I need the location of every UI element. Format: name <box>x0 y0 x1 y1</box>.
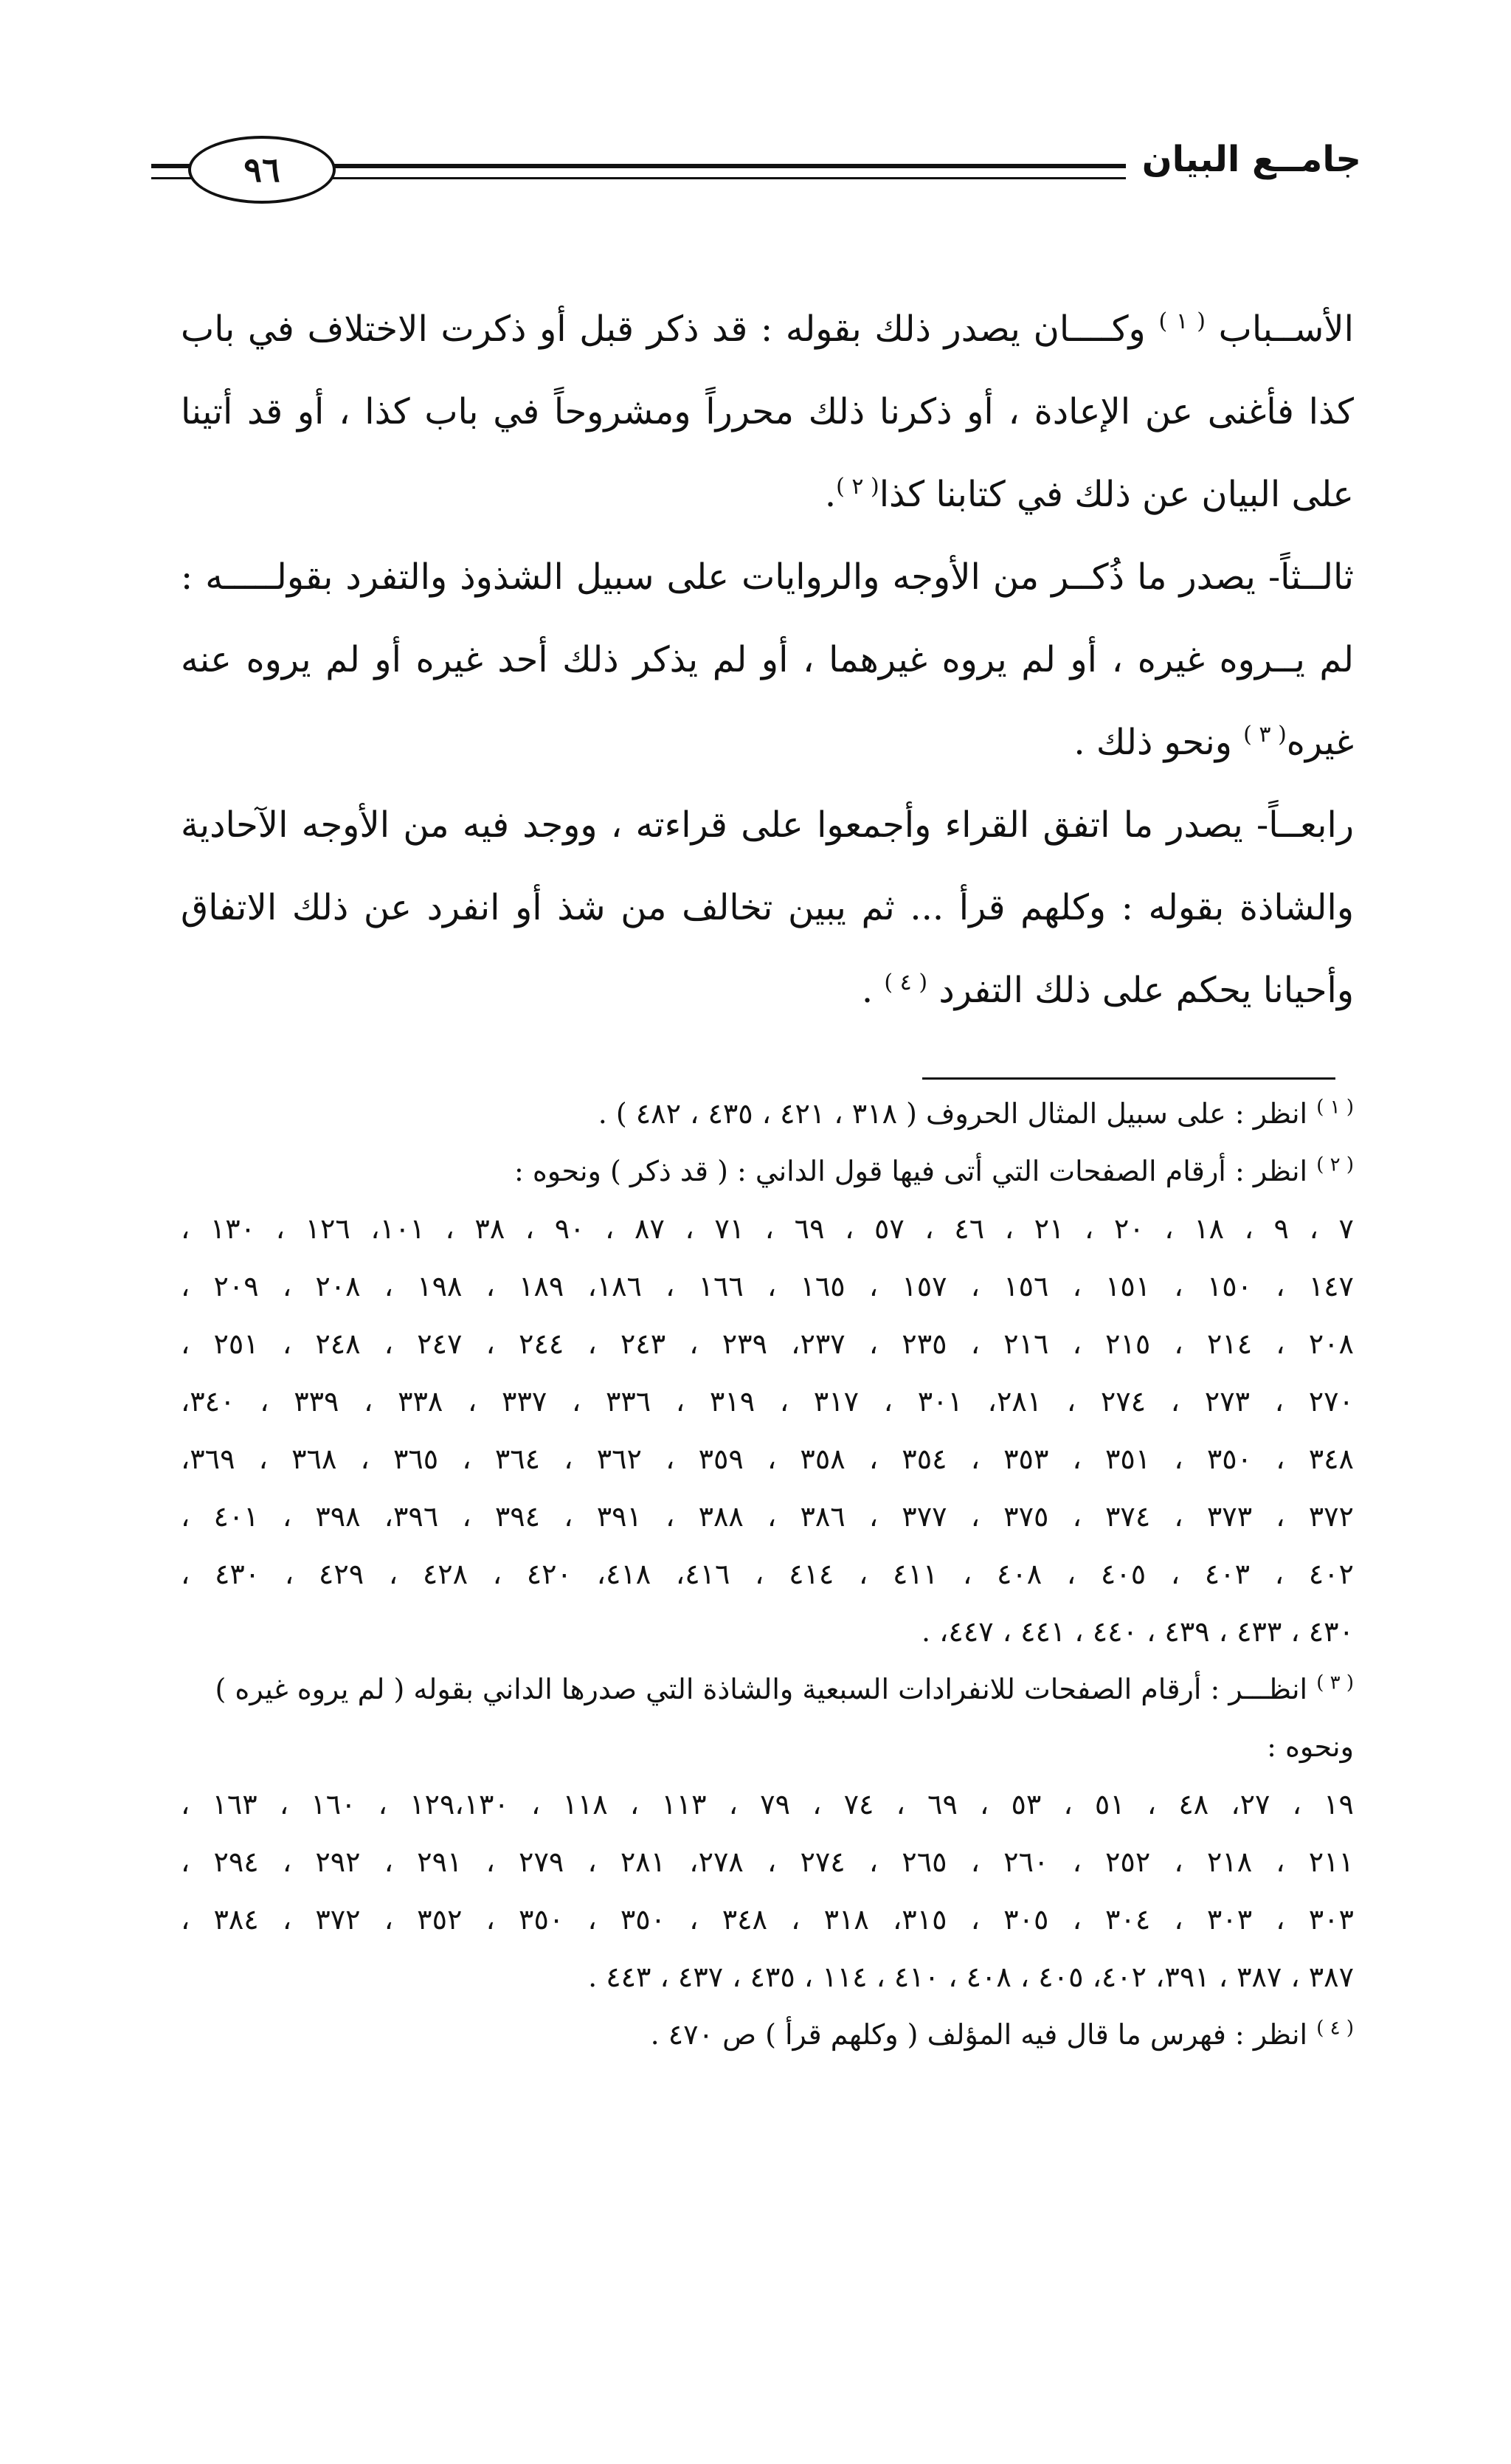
footnote-ref-1: ( ١ ) <box>1158 308 1206 334</box>
footnote-2-numbers <box>181 1200 1354 1660</box>
footnote-text: انظـــر : أرقام الصفحات للانفرادات السبعية والشاذة التي صدرها الداني بقوله ( لم يروه غيره ) <box>215 1673 1308 1705</box>
page-number: ٩٦ <box>188 136 336 204</box>
footnotes <box>181 1085 1354 2063</box>
number-line: ٣٤٨ ، ٣٥٠ ، ٣٥١ ، ٣٥٣ ، ٣٥٤ ، ٣٥٨ ، ٣٥٩ ، ٣٦٢ ، ٣٦٤ ، ٣٦٥ ، ٣٦٨ ، ٣٦٩، <box>181 1443 1354 1475</box>
footnote-3-continuation: ونحوه : <box>1267 1730 1354 1763</box>
footnote-text: انظر : فهرس ما قال فيه المؤلف ( وكلهم قرأ ) ص ٤٧٠ . <box>650 2018 1308 2051</box>
number-line: ٢٠٨ ، ٢١٤ ، ٢١٥ ، ٢١٦ ، ٢٣٥ ، ٢٣٧، ٢٣٩ ، ٢٤٣ ، ٢٤٤ ، ٢٤٧ ، ٢٤٨ ، ٢٥١ ، <box>181 1328 1354 1360</box>
footnote-text: انظر : على سبيل المثال الحروف ( ٣١٨ ، ٤٢١ ، ٤٣٥ ، ٤٨٢ ) . <box>598 1097 1308 1130</box>
paragraph-body: رابعــاً- يصدر ما اتفق القراء وأجمعوا على قراءته ، ووجد فيه من الأوجه الآحادية والشاذة بقوله : وكلهم قرأ ... ثم يبين تخالف من شذ أو انفرد عن ذلك الاتفاق وأحيانا يحكم على ذلك التفرد <box>181 804 1354 1011</box>
page-header <box>151 125 1361 214</box>
footnote-ref-4: ( ٤ ) <box>884 970 928 995</box>
footnote-separator <box>922 1077 1335 1080</box>
number-line: ٢١١ ، ٢١٨ ، ٢٥٢ ، ٢٦٠ ، ٢٦٥ ، ٢٧٤ ، ٢٧٨، ٢٨١ ، ٢٧٩ ، ٢٩١ ، ٢٩٢ ، ٢٩٤ ، <box>181 1846 1354 1878</box>
footnote-text: انظر : أرقام الصفحات التي أتى فيها قول الداني : ( قد ذكر ) ونحوه : <box>514 1155 1308 1187</box>
paragraph-third <box>181 536 1354 784</box>
number-line: ٢٧٠ ، ٢٧٣ ، ٢٧٤ ، ٢٨١، ٣٠١ ، ٣١٧ ، ٣١٩ ، ٣٣٦ ، ٣٣٧ ، ٣٣٨ ، ٣٣٩ ، ٣٤٠، <box>181 1385 1354 1418</box>
paragraph-end: ونحو ذلك . <box>1073 722 1232 763</box>
paragraph-body: وكــــان يصدر ذلك بقوله : قد ذكر قبل أو ذكرت الاختلاف في باب كذا فأغنى عن الإعادة ، أو ذكرنا ذلك محرراً ومشروحاً في باب كذا ، أو قد أتينا على البيان عن ذلك في كتابنا كذا <box>181 308 1354 515</box>
footnote-mark: ( ٤ ) <box>1316 2017 1354 2040</box>
paragraph-end: . <box>824 474 837 515</box>
footnote-2 <box>181 1142 1354 1200</box>
footnote-3 <box>181 1660 1354 1718</box>
number-line: ١٤٧ ، ١٥٠ ، ١٥١ ، ١٥٦ ، ١٥٧ ، ١٦٥ ، ١٦٦ ، ١٨٦، ١٨٩ ، ١٩٨ ، ٢٠٨ ، ٢٠٩ ، <box>181 1270 1354 1302</box>
number-line: ٤٠٢ ، ٤٠٣ ، ٤٠٥ ، ٤٠٨ ، ٤١١ ، ٤١٤ ، ٤١٦، ٤١٨، ٤٢٠ ، ٤٢٨ ، ٤٢٩ ، ٤٣٠ ، <box>181 1558 1354 1590</box>
number-line: ٤٣٠ ، ٤٣٣ ، ٤٣٩ ، ٤٤٠ ، ٤٤١ ، ٤٤٧، . <box>921 1615 1354 1648</box>
paragraph-end: . <box>861 970 874 1011</box>
footnote-3-numbers <box>181 1775 1354 2006</box>
number-line: ١٩ ، ٢٧، ٤٨ ، ٥١ ، ٥٣ ، ٦٩ ، ٧٤ ، ٧٩ ، ١١٣ ، ١١٨ ، ١٢٩،١٣٠ ، ١٦٠ ، ١٦٣ ، <box>181 1788 1354 1821</box>
footnote-mark: ( ٣ ) <box>1316 1671 1354 1694</box>
number-line: ٣٠٣ ، ٣٠٣ ، ٣٠٤ ، ٣٠٥ ، ٣١٥، ٣١٨ ، ٣٤٨ ، ٣٥٠ ، ٣٥٠ ، ٣٥٢ ، ٣٧٢ ، ٣٨٤ ، <box>181 1903 1354 1936</box>
paragraph-body: ثالــثاً- يصدر ما ذُكــر من الأوجه والروايات على سبيل الشذوذ والتفرد بقولـــــه : لم يــروه غيره ، أو لم يروه غيرهما ، أو لم يذكر ذلك أحد غيره أو لم يروه عنه غيره <box>181 556 1354 763</box>
footnote-ref-3: ( ٣ ) <box>1243 722 1287 748</box>
footnote-ref-2: ( ٢ ) <box>836 474 879 500</box>
paragraph-lead: الأســباب <box>1218 308 1354 350</box>
book-title: جامــع البيان <box>1126 139 1361 180</box>
number-line: ٧ ، ٩ ، ١٨ ، ٢٠ ، ٢١ ، ٤٦ ، ٥٧ ، ٦٩ ، ٧١ ، ٨٧ ، ٩٠ ، ٣٨ ، ١٠١، ١٢٦ ، ١٣٠ ، <box>181 1212 1354 1245</box>
number-line: ٣٧٢ ، ٣٧٣ ، ٣٧٤ ، ٣٧٥ ، ٣٧٧ ، ٣٨٦ ، ٣٨٨ ، ٣٩١ ، ٣٩٤ ، ٣٩٦، ٣٩٨ ، ٤٠١ ، <box>181 1500 1354 1533</box>
footnote-4 <box>181 2006 1354 2063</box>
footnote-1 <box>181 1085 1354 1142</box>
paragraph-causes <box>181 288 1354 536</box>
footnote-mark: ( ٢ ) <box>1316 1153 1354 1176</box>
main-text <box>181 288 1354 1032</box>
number-line: ٣٨٧ ، ٣٨٧ ، ٣٩١، ٤٠٢، ٤٠٥ ، ٤٠٨ ، ٤١٠ ، ١١٤ ، ٤٣٥ ، ٤٣٧ ، ٤٤٣ . <box>588 1961 1354 1993</box>
paragraph-fourth <box>181 784 1354 1032</box>
footnote-mark: ( ١ ) <box>1316 1096 1354 1119</box>
